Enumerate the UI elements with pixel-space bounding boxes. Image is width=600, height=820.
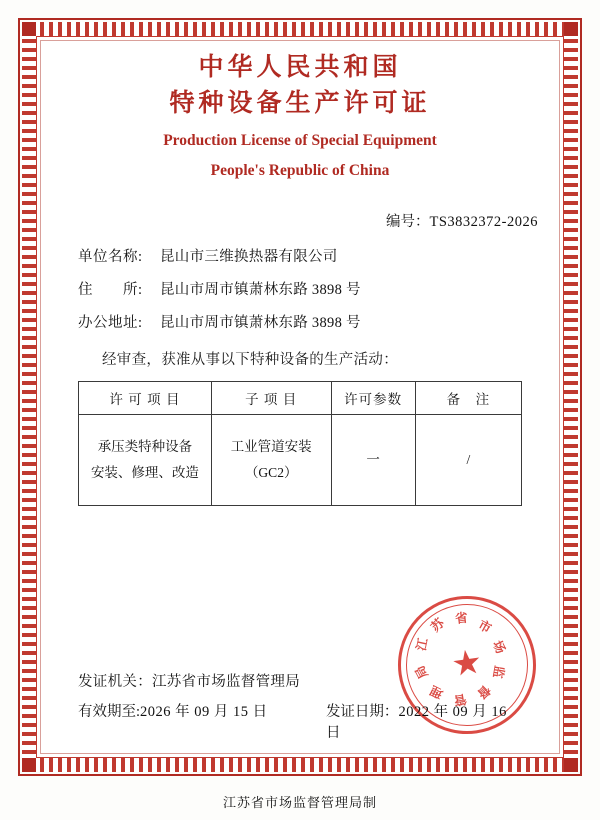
field-row-address <box>78 278 544 299</box>
field-value-unit-name: 昆山市三维换热器有限公司 <box>160 249 338 266</box>
title-chinese-line2: 特种设备生产许可证 <box>169 90 431 118</box>
table-cell-project <box>79 415 212 506</box>
title-english-line2: People's Republic of China <box>210 162 390 180</box>
table-header-project: 许 可 项 目 <box>79 382 212 415</box>
bottom-issuing-note: 江苏省市场监督管理局制 <box>222 795 377 810</box>
issuer-row <box>78 670 300 691</box>
border-corner-bottom-right <box>564 758 578 772</box>
seal-star-icon: ★ <box>449 643 485 685</box>
field-value-address: 昆山市周市镇萧林东路 3898 号 <box>160 282 361 299</box>
border-corner-top-right <box>564 22 578 36</box>
field-label-unit-name: 单位名称: <box>78 249 143 266</box>
table-row <box>79 415 522 506</box>
field-label-office-address: 办公地址: <box>78 315 143 332</box>
serial-value: TS3832372-2026 <box>429 214 538 231</box>
field-row-office-address <box>78 311 544 332</box>
table-cell-project-line2: 安装、修理、改造 <box>90 465 199 481</box>
table-cell-subproject <box>211 415 331 506</box>
border-corner-bottom-left <box>22 758 36 772</box>
document-content <box>56 50 544 506</box>
table-cell-subproject-line1: 工业管道安装 <box>230 439 312 455</box>
table-cell-subproject-line2: （GC2） <box>244 465 298 481</box>
dates-row <box>78 700 526 742</box>
issue-date-value: 2022 年 09 月 16 日 <box>325 704 507 741</box>
field-row-unit-name <box>78 245 544 266</box>
valid-until-field <box>78 700 326 742</box>
title-block <box>56 50 544 184</box>
serial-label: 编号： <box>386 214 430 231</box>
license-table-wrapper <box>56 381 544 506</box>
title-chinese-line1: 中华人民共和国 <box>198 54 402 81</box>
table-header-row <box>79 382 522 415</box>
border-corner-top-left <box>22 22 36 36</box>
issuer-label: 发证机关： <box>78 674 152 690</box>
seal-arc-text: 江 苏 省 市 场 监 督 管 理 局 <box>412 610 508 708</box>
issue-date-label: 发证日期： <box>325 704 399 720</box>
table-header-remark: 备 注 <box>415 382 521 415</box>
issue-date-field <box>326 700 526 742</box>
field-list <box>56 245 544 332</box>
table-cell-project-line1: 承压类特种设备 <box>97 439 193 455</box>
table-header-parameter: 许可参数 <box>331 382 415 415</box>
valid-until-value: 2026 年 09 月 15 日 <box>140 704 268 720</box>
table-cell-remark: / <box>415 415 521 506</box>
field-label-address: 住 所: <box>78 282 143 299</box>
license-table <box>78 381 522 506</box>
serial-number-row <box>56 210 544 231</box>
valid-until-label: 有效期至: <box>78 704 141 720</box>
approval-statement: 经审查，获准从事以下特种设备的生产活动： <box>102 352 398 369</box>
field-value-office-address: 昆山市周市镇萧林东路 3898 号 <box>160 315 361 332</box>
table-header-subproject: 子 项 目 <box>211 382 331 415</box>
title-english-line1: Production License of Special Equipment <box>163 131 437 149</box>
table-cell-parameter: 一 <box>331 415 415 506</box>
issuer-value: 江苏省市场监督管理局 <box>152 674 300 690</box>
